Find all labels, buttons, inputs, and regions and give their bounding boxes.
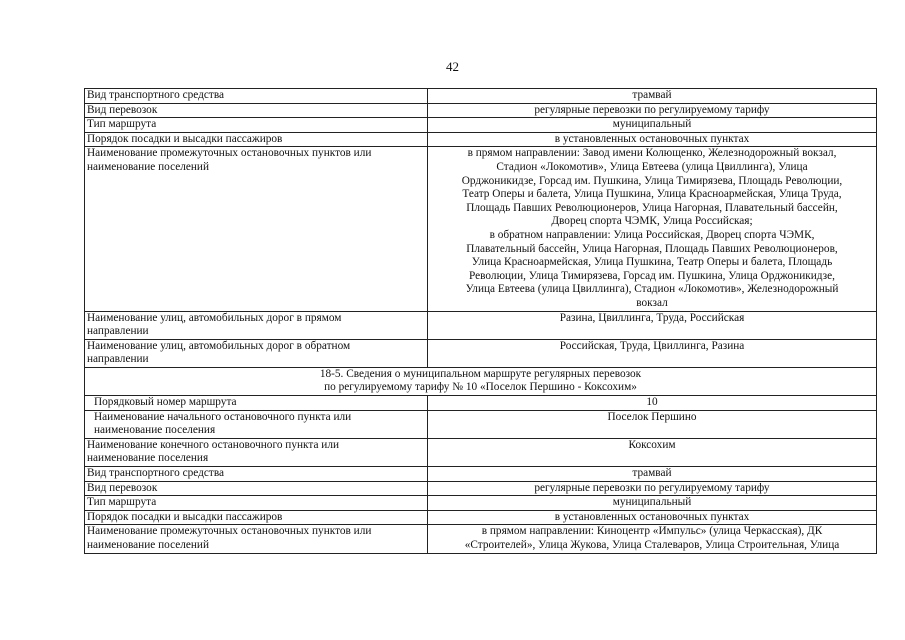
text-line: направлении [87,325,149,338]
text-line: Наименование конечного остановочного пункта или [87,438,340,451]
row-value [428,410,877,438]
text-line: Поселок Першино [607,410,697,423]
row-label [85,525,428,553]
table-row [85,132,877,147]
text-line: Наименование улиц, автомобильных дорог в прямом [87,311,342,324]
row-value [428,396,877,411]
row-label [85,510,428,525]
row-label [85,496,428,511]
table-row [85,438,877,466]
row-value [428,467,877,482]
text-line: муниципальный [612,118,692,131]
text-line: Вид перевозок [87,103,158,116]
row-label [85,118,428,133]
text-line: наименование поселения [87,452,209,465]
text-line: Дворец спорта ЧЭМК, Улица Российская; [551,215,753,228]
text-line: Вид транспортного средства [87,467,225,480]
text-line: 10 [646,396,658,409]
section-heading [85,367,877,395]
table-row [85,311,877,339]
text-line: в установленных остановочных пунктах [554,132,750,145]
text-line: Плавательный бассейн, Улица Нагорная, Площадь Павших Революционеров, [466,242,838,255]
text-line: в прямом направлении: Киноцентр «Импульс» (улица Черкасская), ДК [481,525,823,538]
text-line: Тип маршрута [87,118,157,131]
table-row [85,481,877,496]
row-value [428,525,877,553]
text-line: наименование поселений [87,160,210,173]
row-value [428,311,877,339]
text-line: Порядок посадки и высадки пассажиров [87,132,283,145]
row-label [85,89,428,104]
row-label [85,103,428,118]
text-line: Наименование промежуточных остановочных пунктов или [87,525,372,538]
text-line: Вид транспортного средства [87,89,225,101]
table-row [85,525,877,553]
row-label [85,311,428,339]
text-line: Российская, Труда, Цвиллинга, Разина [559,339,745,352]
table-row [85,396,877,411]
text-line: в прямом направлении: Завод имени Колющенко, Железнодорожный вокзал, [467,147,837,160]
text-line: Орджоникидзе, Горсад им. Пушкина, Улица Тимирязева, Площадь Революции, [461,174,843,187]
text-line: трамвай [632,467,672,480]
row-value [428,89,877,104]
row-label [85,467,428,482]
text-line: регулярные перевозки по регулируемому тарифу [534,103,770,116]
row-label [85,481,428,496]
text-line: Наименование промежуточных остановочных пунктов или [87,147,372,160]
section-heading-row [85,367,877,395]
row-value [428,118,877,133]
text-line: «Строителей», Улица Жукова, Улица Сталеваров, Улица Строительная, Улица [464,539,840,551]
row-value [428,147,877,311]
text-line: Наименование начального остановочного пункта или [94,410,352,423]
text-line: в обратном направлении: Улица Российская, Дворец спорта ЧЭМК, [489,228,815,241]
table-row [85,410,877,438]
table-row [85,118,877,133]
text-line: Коксохим [628,438,676,451]
text-line: Улица Евтеева (улица Цвиллинга), Стадион «Локомотив», Железнодорожный [465,283,839,296]
text-line: трамвай [632,89,672,101]
text-line: Вид перевозок [87,481,158,494]
text-line: муниципальный [612,496,692,509]
row-value [428,132,877,147]
table-row [85,103,877,118]
text-line: по регулируемому тарифу № 10 «Поселок Першино - Коксохим» [324,381,637,394]
text-line: Улица Красноармейская, Улица Пушкина, Театр Оперы и балета, Площадь [471,256,833,269]
text-line: 18-5. Сведения о муниципальном маршруте регулярных перевозок [319,367,642,380]
row-value [428,481,877,496]
text-line: вокзал [636,296,668,309]
text-line: Разина, Цвиллинга, Труда, Российская [559,311,745,324]
text-line: Наименование улиц, автомобильных дорог в обратном [87,339,351,352]
table-row [85,89,877,104]
page-number: 42 [446,59,459,74]
row-label [85,132,428,147]
row-label [85,147,428,311]
row-label [85,396,428,411]
text-line: наименование поселения [94,424,216,437]
row-value [428,496,877,511]
table-row [85,339,877,367]
text-line: Порядковый номер маршрута [94,396,237,409]
text-line: наименование поселений [87,539,210,551]
row-value [428,510,877,525]
row-value [428,438,877,466]
text-line: Тип маршрута [87,496,157,509]
text-line: направлении [87,353,149,366]
text-line: Площадь Павших Революционеров, Улица Нагорная, Плавательный бассейн, [466,201,838,214]
text-line: в установленных остановочных пунктах [554,510,750,523]
text-line: Стадион «Локомотив», Улица Евтеева (улица Цвиллинга), Улица [496,160,808,173]
text-line: Театр Оперы и балета, Улица Пушкина, Улица Красноармейская, Улица Труда, [462,188,842,201]
text-line: Порядок посадки и высадки пассажиров [87,510,283,523]
text-line: Революции, Улица Тимирязева, Горсад им. Пушкина, Улица Орджоникидзе, [469,269,835,282]
row-label [85,410,428,438]
table-row [85,147,877,311]
row-label [85,438,428,466]
row-value [428,103,877,118]
table-row [85,496,877,511]
row-value [428,339,877,367]
table-row [85,467,877,482]
table-row [85,510,877,525]
row-label [85,339,428,367]
route-table [84,88,877,554]
text-line: регулярные перевозки по регулируемому тарифу [534,481,770,494]
